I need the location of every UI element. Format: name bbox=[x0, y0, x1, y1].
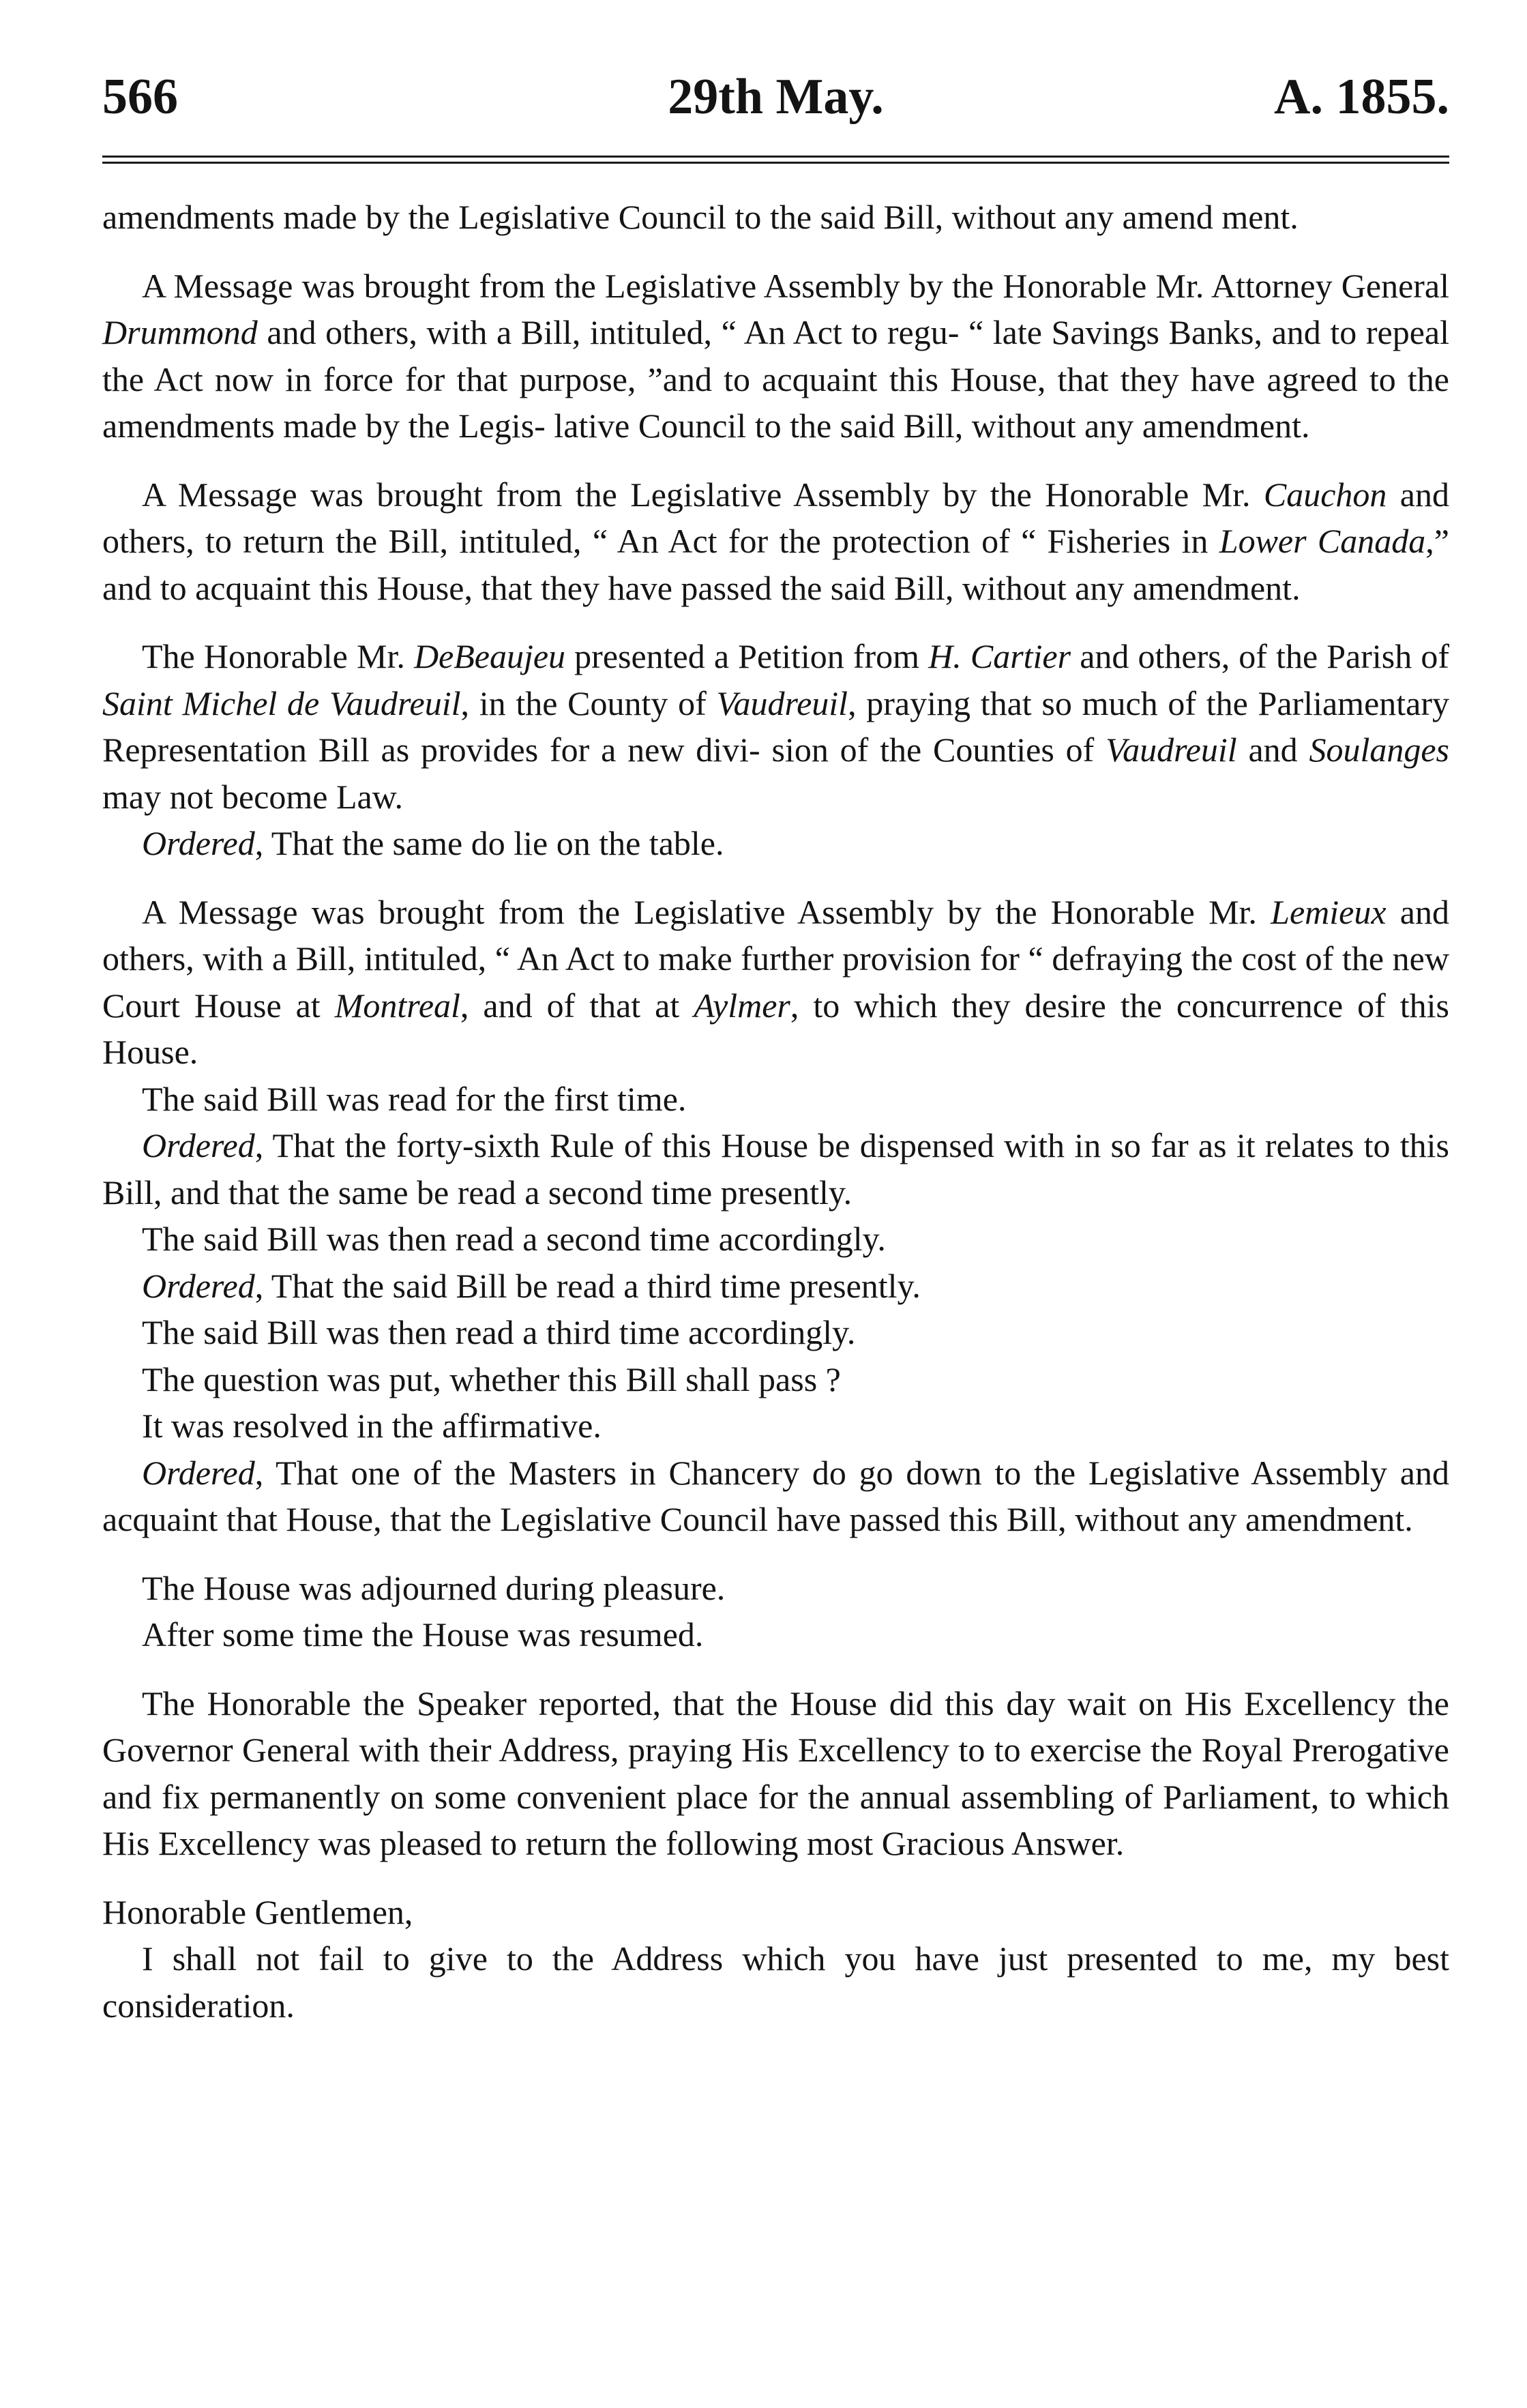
paragraph-ordered-masters: Ordered, That one of the Masters in Chancery do go down to the Legislative Assembly and acquaint that House, that the Legislative Council have passed this Bill, without any amendment. bbox=[102, 1453, 1449, 1538]
paragraph-petition: The Honorable Mr. DeBeaujeu presented a Petition from H. Cartier and others, of the Parish of Saint Michel de Vaudreuil, in the County of Vaudreuil, praying that so much of the Parliamentary Representation Bill as provides for a new divi- sion of the Counties of Vaudreuil and Soulanges may not become Law. bbox=[102, 637, 1450, 816]
header-rule-top bbox=[102, 156, 1449, 158]
journal-page bbox=[102, 65, 1449, 2029]
running-header bbox=[102, 65, 1449, 130]
paragraph-resolved: It was resolved in the affirmative. bbox=[142, 1407, 602, 1445]
paragraph-resumed: After some time the House was resumed. bbox=[142, 1615, 704, 1654]
paragraph-answer: I shall not fail to give to the Address which you have just presented to me, my best consideration. bbox=[102, 1939, 1449, 2025]
paragraph-speaker-report: The Honorable the Speaker reported, that the House did this day wait on His Excellency the Governor General with their Address, praying His Excellency to to exercise the Royal Prerogative and fix permanently on some convenient place for the annual assembling of Parliament, to which His Excellency was pleased to return the following most Gracious Answer. bbox=[102, 1684, 1449, 1862]
journal-body bbox=[102, 194, 1449, 2029]
paragraph-ordered-lie-on-table: Ordered, That the same do lie on the table. bbox=[142, 824, 724, 862]
page-number: 566 bbox=[102, 69, 178, 125]
paragraph-question-put: The question was put, whether this Bill shall pass ? bbox=[142, 1360, 841, 1398]
header-date: 29th May. bbox=[668, 69, 884, 125]
paragraph-continuation: amendments made by the Legislative Council to the said Bill, without any amend ment. bbox=[102, 198, 1299, 236]
paragraph-message-savings-banks: A Message was brought from the Legislative Assembly by the Honorable Mr. Attorney General Drummond and others, with a Bill, intituled, “ An Act to regu- “ late Savings Banks, and to repeal the Act now in force for that purpose, ”and to acquaint this House, that they have agreed to the amendments made by the Legis- lative Council to the said Bill, without any amendment. bbox=[102, 266, 1449, 445]
header-year: A. 1855. bbox=[1274, 69, 1449, 125]
paragraph-first-reading: The said Bill was read for the first time. bbox=[142, 1079, 687, 1118]
paragraph-ordered-third-reading: Ordered, That the said Bill be read a third time presently. bbox=[142, 1266, 921, 1305]
paragraph-third-reading: The said Bill was then read a third time accordingly. bbox=[142, 1313, 856, 1351]
paragraph-message-fisheries: A Message was brought from the Legislative Assembly by the Honorable Mr. Cauchon and others, to return the Bill, intituled, “ An Act for the protection of “ Fisheries in Lower Canada,” and to acquaint this House, that they have passed the said Bill, without any amendment. bbox=[102, 475, 1450, 607]
paragraph-second-reading: The said Bill was then read a second time accordingly. bbox=[142, 1220, 886, 1258]
paragraph-adjourned: The House was adjourned during pleasure. bbox=[142, 1568, 726, 1607]
header-rule-bottom bbox=[102, 162, 1449, 164]
paragraph-message-court-house: A Message was brought from the Legislative Assembly by the Honorable Mr. Lemieux and others, with a Bill, intituled, “ An Act to make further provision for “ defraying the cost of the new Court House at Montreal, and of that at Aylmer, to which they desire the concurrence of this House. bbox=[102, 892, 1450, 1071]
paragraph-salutation: Honorable Gentlemen, bbox=[102, 1892, 413, 1931]
paragraph-ordered-rule-dispensed: Ordered, That the forty-sixth Rule of this House be dispensed with in so far as it relates to this Bill, and that the same be read a second time presently. bbox=[102, 1126, 1449, 1212]
